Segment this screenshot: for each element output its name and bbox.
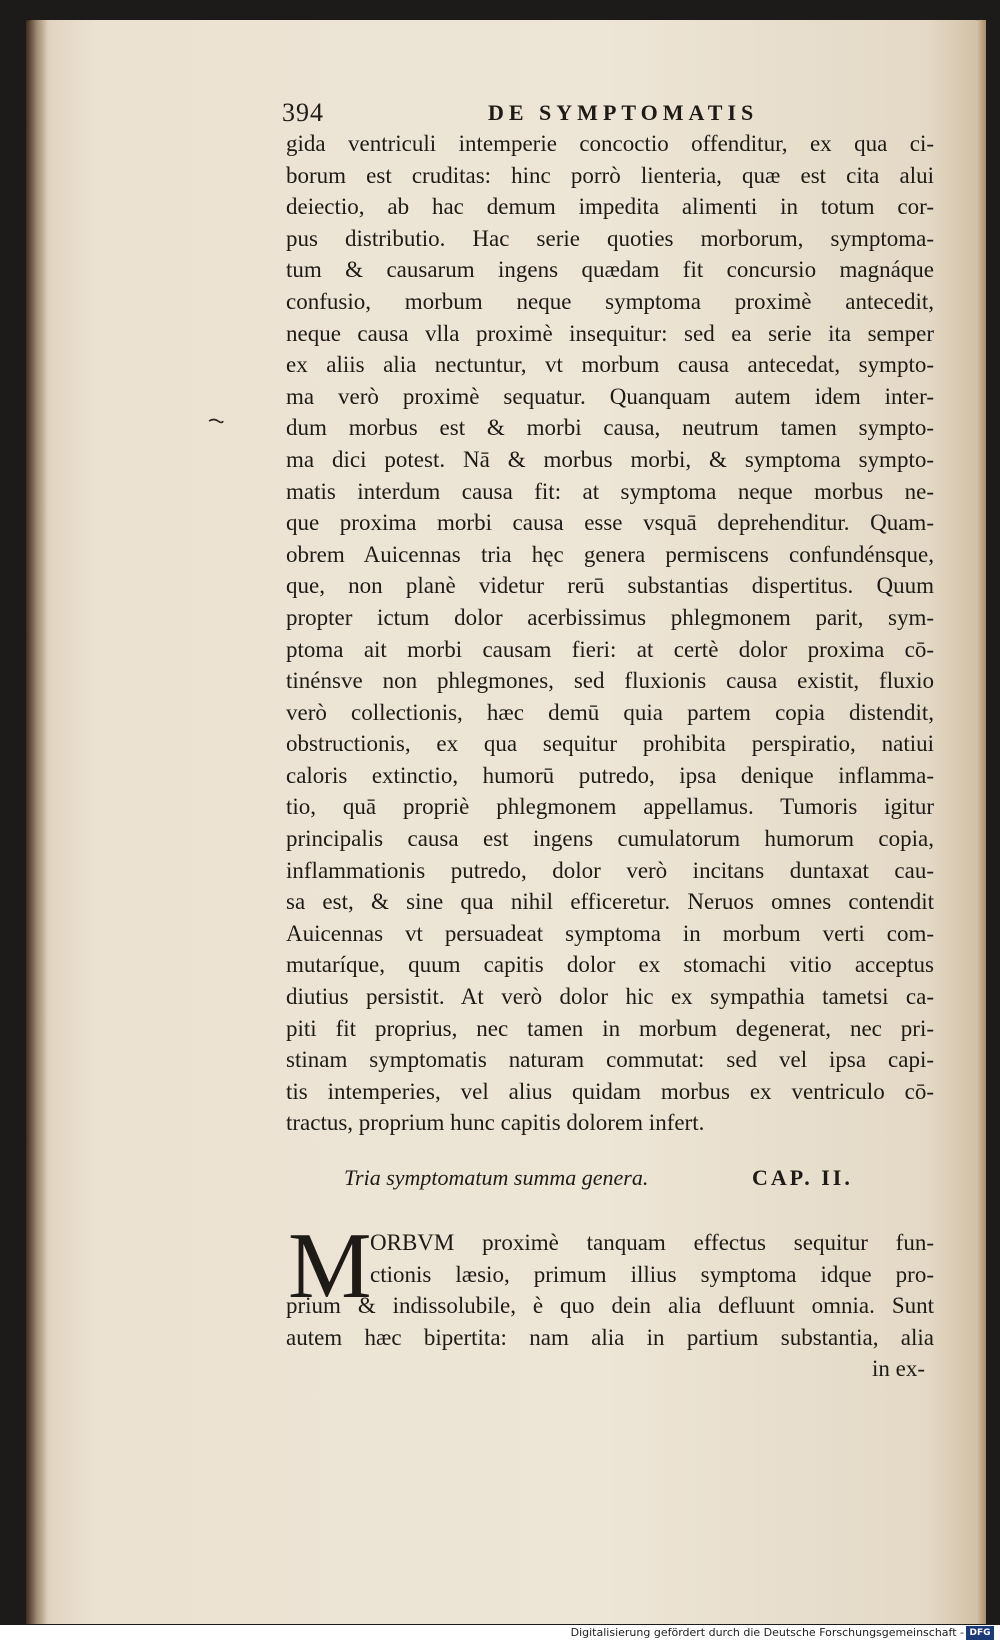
chapter-text [286, 1214, 934, 1353]
running-head [282, 98, 934, 128]
text-line: tis intemperies, vel alius quidam morbus ex ventriculo cō- [286, 1078, 934, 1104]
drop-cap: M [288, 1214, 372, 1318]
footer-credit: Digitalisierung gefördert durch die Deutsche Forschungsgemeinschaft - [570, 1626, 964, 1639]
chapter-number: CAP. II. [752, 1165, 853, 1190]
margin-mark [208, 418, 224, 424]
text-line: propter ictum dolor acerbissimus phlegmonem parit, sym- [286, 604, 934, 630]
text-line: piti fit proprius, nec tamen in morbum degenerat, nec pri- [286, 1015, 934, 1041]
text-line: que, non planè videtur rerū substantias dispertitus. Quum [286, 573, 934, 599]
text-line: neque causa vlla proximè insequitur: sed ea serie ita semper [286, 320, 934, 346]
text-line: verò collectionis, hæc demū quia partem copia distendit, [286, 699, 934, 725]
text-line: ma verò proximè sequatur. Quanquam autem idem inter- [286, 383, 934, 409]
text-line: sa est, & sine qua nihil efficeretur. Neruos omnes contendit [286, 889, 934, 915]
text-line: obstructionis, ex qua sequitur prohibita perspiratio, natiui [286, 731, 934, 757]
text-line: tum & causarum ingens quædam fit concursio magnáque [286, 257, 934, 283]
chapter-text-line: prium & indissolubile, è quo dein alia defluunt omnia. Sunt [286, 1293, 934, 1319]
page-edge [978, 20, 986, 1624]
chapter-text-line: ORBVM proximè tanquam effectus sequitur fun- [370, 1230, 934, 1255]
chapter-text-line: ctionis læsio, primum illius symptoma idque pro- [370, 1261, 934, 1287]
page-number: 394 [282, 98, 324, 127]
text-line: borum est cruditas: hinc porrò lienteria, quæ est cita alui [286, 162, 934, 188]
text-line: tinénsve non phlegmones, sed fluxionis causa existit, fluxio [286, 668, 934, 694]
chapter-title: Tria symptomatum summa genera. [344, 1165, 649, 1190]
catchword: in ex- [872, 1356, 926, 1381]
text-line: caloris extinctio, humorū putredo, ipsa denique inflamma- [286, 762, 934, 788]
text-line: principalis causa est ingens cumulatorum humorum copia, [286, 826, 934, 852]
text-line: stinam symptomatis naturam commutat: sed vel ipsa capi- [286, 1047, 934, 1073]
text-line: obrem Auicennas tria hęc genera permiscens confundénsque, [286, 541, 934, 567]
chapter-text-line: autem hæc bipertita: nam alia in partium substantia, alia [286, 1324, 934, 1350]
text-line: tio, quā propriè phlegmonem appellamus. Tumoris igitur [286, 794, 934, 820]
text-line: gida ventriculi intemperie concoctio offenditur, ex qua ci- [286, 131, 934, 156]
text-line: confusio, morbum neque symptoma proximè antecedit, [286, 288, 934, 314]
text-line: tractus, proprium hunc capitis dolorem infert. [286, 1110, 705, 1136]
text-line: ma dici potest. Nā & morbus morbi, & symptoma sympto- [286, 446, 934, 472]
text-line: deiectio, ab hac demum impedita alimenti in totum cor- [286, 194, 934, 220]
text-line: mutaríque, quum capitis dolor ex stomachi vitio acceptus [286, 952, 934, 978]
text-line: que proxima morbi causa esse vsquā deprehenditur. Quam- [286, 510, 934, 536]
dfg-logo: DFG [966, 1626, 994, 1640]
text-line: inflammationis putredo, dolor verò incitans duntaxat cau- [286, 857, 934, 883]
page-spine-shadow [26, 20, 48, 1624]
text-line: ex aliis alia nectuntur, vt morbum causa antecedat, sympto- [286, 352, 934, 378]
body-text [286, 128, 934, 1139]
text-line: dum morbus est & morbi causa, neutrum tamen sympto- [286, 415, 934, 441]
chapter-heading [344, 1165, 904, 1201]
text-line: matis interdum causa fit: at symptoma neque morbus ne- [286, 478, 934, 504]
text-line: Auicennas vt persuadeat symptoma in morbum verti com- [286, 920, 934, 946]
footer-bar [0, 1625, 1000, 1643]
text-line: ptoma ait morbi causam fieri: at certè dolor proxima cō- [286, 636, 934, 662]
text-line: diutius persistit. At verò dolor hic ex sympathia tametsi ca- [286, 984, 934, 1010]
text-line: pus distributio. Hac serie quoties morborum, symptoma- [286, 225, 934, 251]
running-title: DE SYMPTOMATIS [488, 100, 759, 125]
